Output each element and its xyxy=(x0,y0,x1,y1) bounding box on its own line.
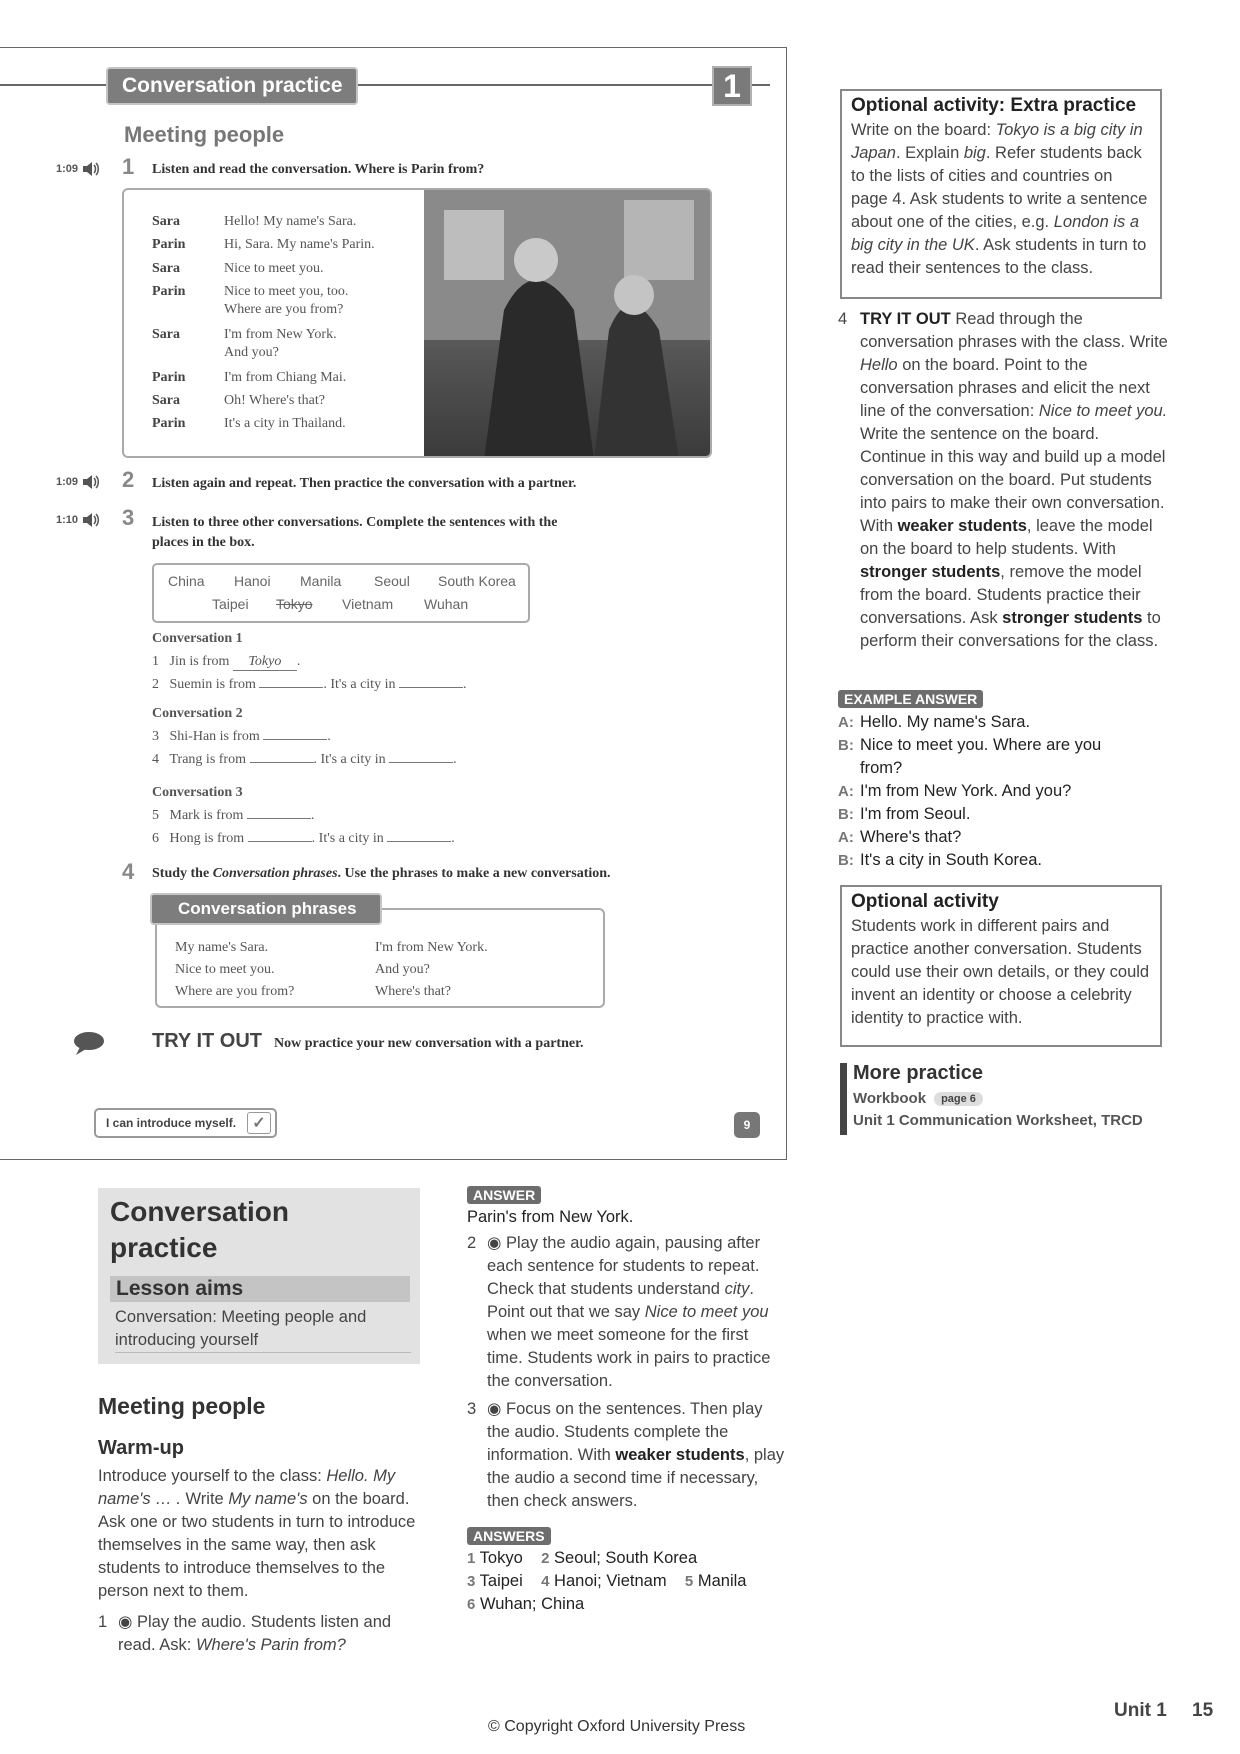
page-pill: page 6 xyxy=(934,1092,983,1106)
audio-icon[interactable]: ◉ xyxy=(487,1234,502,1252)
speaker-icon xyxy=(81,161,101,177)
place-word: Seoul xyxy=(374,573,410,589)
speaker-name: Sara xyxy=(152,393,180,408)
try-it-out-label: TRY IT OUT xyxy=(152,1030,262,1052)
speaker-name: Parin xyxy=(152,370,186,385)
example-answer-tag: EXAMPLE ANSWER xyxy=(838,690,983,708)
phrase: And you? xyxy=(375,962,430,977)
gap-fill-item: 3 Shi-Han is from . xyxy=(152,729,331,744)
phrases-tab: Conversation phrases xyxy=(150,893,382,925)
example-line: B: Nice to meet you. Where are you xyxy=(838,736,1102,754)
copyright: © Copyright Oxford University Press xyxy=(488,1718,746,1735)
place-word: Manila xyxy=(300,573,342,589)
optional-activity-extra-practice xyxy=(840,89,1162,299)
dialogue-line: Nice to meet you, too. xyxy=(224,284,349,299)
unit-badge: 1 xyxy=(712,66,752,106)
box-text: Students work in different pairs and practice another conversation. Students could use their own details, or they could invent an identity or choose a celebrity identity to practice with. xyxy=(851,917,1150,1027)
box-text: Write on the board: Tokyo is a big city in Japan. Explain big. Refer students back to the lists of cities and countries on page 4. Ask students to write a sentence about one of the cities, e.g. London is a big city in the UK. Ask students in turn to read their sentences to the class. xyxy=(851,121,1148,277)
warm-up-heading: Warm-up xyxy=(98,1437,184,1459)
exercise-instruction: places in the box. xyxy=(152,535,255,550)
can-do-statement[interactable]: I can introduce myself. ✓ xyxy=(94,1108,277,1138)
answers-line: 3 Taipei 4 Hanoi; Vietnam 5 Manila xyxy=(467,1572,747,1590)
phrase: Nice to meet you. xyxy=(175,962,275,977)
worksheet-ref: Unit 1 Communication Worksheet, TRCD xyxy=(853,1112,1143,1129)
dialogue-line: Oh! Where's that? xyxy=(224,393,326,408)
lesson-title: practice xyxy=(110,1232,218,1263)
place-word-used: Tokyo xyxy=(276,596,313,612)
footer-unit: Unit 1 xyxy=(1114,1700,1167,1721)
dialogue-line: Hi, Sara. My name's Parin. xyxy=(224,237,375,252)
gap-fill-item: 4 Trang is from . It's a city in . xyxy=(152,752,457,767)
lesson-title: Conversation xyxy=(110,1196,289,1227)
answers-tag: ANSWERS xyxy=(467,1527,551,1545)
speaker-icon xyxy=(81,474,101,490)
conversation-photo xyxy=(424,190,712,458)
section-heading: Meeting people xyxy=(124,122,285,147)
step-3: 3 ◉ Focus on the sentences. Then play the audio. Students complete the information. With weaker students, play the audio a second time if necessary, then check answers. xyxy=(467,1400,785,1510)
phrase: My name's Sara. xyxy=(175,940,269,955)
place-word: Taipei xyxy=(212,596,249,612)
workbook-ref: Workbook page 6 xyxy=(853,1090,983,1107)
speech-bubble-icon xyxy=(72,1030,106,1061)
answer-blank[interactable] xyxy=(389,762,453,763)
lesson-aims-header: Lesson aims xyxy=(110,1276,410,1302)
example-line: B: I'm from Seoul. xyxy=(838,805,971,823)
gap-fill-item: 2 Suemin is from . It's a city in . xyxy=(152,677,467,692)
step-1: 1 ◉ Play the audio. Students listen and read. Ask: Where's Parin from? xyxy=(98,1613,392,1654)
dialogue-line: I'm from New York. xyxy=(224,327,337,342)
footer-page-number: 15 xyxy=(1192,1700,1214,1721)
student-book-page-number: 9 xyxy=(734,1112,760,1138)
example-line: A: Where's that? xyxy=(838,828,962,846)
check-icon: ✓ xyxy=(247,1112,271,1134)
exercise-instruction: Listen again and repeat. Then practice the conversation with a partner. xyxy=(152,476,577,491)
example-line: from? xyxy=(860,759,903,777)
answer-blank[interactable] xyxy=(259,687,323,688)
example-dialogue xyxy=(838,711,1168,872)
speaker-name: Sara xyxy=(152,261,180,276)
gap-fill-item: 6 Hong is from . It's a city in . xyxy=(152,831,455,846)
dialogue-line: And you? xyxy=(224,345,279,360)
box-title: Optional activity xyxy=(851,891,999,912)
conversation-box xyxy=(122,188,712,458)
more-practice-bar xyxy=(840,1063,847,1135)
speaker-name: Parin xyxy=(152,416,186,431)
answer-tag: ANSWER xyxy=(467,1186,541,1204)
conversation-title: Conversation 1 xyxy=(152,631,243,646)
step-2: 2 ◉ Play the audio again, pausing after each sentence for students to repeat. Check that students understand city. Point out that we say Nice to meet you when we meet someone for the first time. Students work in pairs to practice the conversation. xyxy=(467,1234,771,1390)
place-word: China xyxy=(168,573,205,589)
exercise-number: 4 xyxy=(122,859,135,884)
place-word: Wuhan xyxy=(424,596,469,612)
example-line: B: It's a city in South Korea. xyxy=(838,851,1042,869)
phrase: Where's that? xyxy=(375,984,451,999)
speaker-name: Parin xyxy=(152,237,186,252)
lesson-aims-text: Conversation: Meeting people and introducing yourself xyxy=(115,1306,411,1353)
dialogue-line: I'm from Chiang Mai. xyxy=(224,370,347,385)
lesson-banner: Conversation practice xyxy=(106,67,358,105)
example-line: A: I'm from New York. And you? xyxy=(838,782,1072,800)
answers-line: 1 Tokyo 2 Seoul; South Korea xyxy=(467,1549,698,1567)
answer-text: Parin's from New York. xyxy=(467,1208,634,1226)
answer-blank[interactable] xyxy=(250,762,314,763)
speaker-name: Sara xyxy=(152,327,180,342)
places-box xyxy=(152,563,530,623)
exercise-number: 1 xyxy=(122,154,135,179)
audio-icon[interactable]: ◉ xyxy=(487,1400,502,1418)
exercise-number: 2 xyxy=(122,467,135,492)
answer-blank[interactable] xyxy=(263,739,327,740)
answer-blank[interactable] xyxy=(399,687,463,688)
dialogue-line: Hello! My name's Sara. xyxy=(224,214,357,229)
step-4: 4 TRY IT OUT Read through the conversation phrases with the class. Write Hello on the board. Point to the conversation phrases and elicit the next line of the conversation: Nice to meet you. Write the sentence on the board. Continue in this way and build up a model conversation on the board. Put students into pairs to make their own conversation. With weaker students, leave the model on the board to help students. With stronger students, remove the model from the board. Students practice their conversations. Ask stronger students to perform their conversations for the class. xyxy=(838,310,1168,650)
place-word: South Korea xyxy=(438,573,516,589)
box-title: Optional activity: Extra practice xyxy=(851,95,1137,116)
speaker-name: Sara xyxy=(152,214,180,229)
audio-icon[interactable]: ◉ xyxy=(118,1613,133,1631)
phrase: I'm from New York. xyxy=(375,940,488,955)
dialogue-line: It's a city in Thailand. xyxy=(224,416,346,431)
audio-track-2[interactable]: 1:09 xyxy=(56,474,101,490)
gap-fill-item: 5 Mark is from . xyxy=(152,808,315,823)
conversation-title: Conversation 3 xyxy=(152,785,243,800)
answer-blank[interactable] xyxy=(247,818,311,819)
place-word: Vietnam xyxy=(342,596,394,612)
gap-fill-item: 1 Jin is from Tokyo . xyxy=(152,654,301,669)
exercise-number: 3 xyxy=(122,505,135,530)
optional-activity xyxy=(840,885,1162,1047)
dialogue-line: Where are you from? xyxy=(224,302,344,317)
more-practice-title: More practice xyxy=(853,1062,984,1084)
audio-track-3[interactable]: 1:10 xyxy=(56,512,101,528)
try-it-out-text: Now practice your new conversation with a partner. xyxy=(274,1036,584,1051)
answer-blank[interactable] xyxy=(387,841,451,842)
answers-line: 6 Wuhan; China xyxy=(467,1595,585,1613)
conversation-title: Conversation 2 xyxy=(152,706,243,721)
example-line: A: Hello. My name's Sara. xyxy=(838,713,1031,731)
place-word: Hanoi xyxy=(234,573,271,589)
dialogue-line: Nice to meet you. xyxy=(224,261,324,276)
exercise-instruction: Study the Conversation phrases. Use the phrases to make a new conversation. xyxy=(152,866,611,881)
answer-blank[interactable] xyxy=(248,841,312,842)
exercise-instruction: Listen to three other conversations. Complete the sentences with the xyxy=(152,515,558,530)
answer-blank: Tokyo xyxy=(233,654,297,671)
warm-up-text: Introduce yourself to the class: Hello. My name's … . Write My name's on the board. Ask one or two students in turn to introduce themselves in the same way, then ask students to introduce themselves to the person next to them. xyxy=(98,1467,416,1600)
section-heading: Meeting people xyxy=(98,1393,266,1419)
exercise-instruction: Listen and read the conversation. Where is Parin from? xyxy=(152,162,485,177)
phrase: Where are you from? xyxy=(175,984,295,999)
audio-track-1[interactable]: 1:09 xyxy=(56,161,101,177)
speaker-name: Parin xyxy=(152,284,186,299)
speaker-icon xyxy=(81,512,101,528)
